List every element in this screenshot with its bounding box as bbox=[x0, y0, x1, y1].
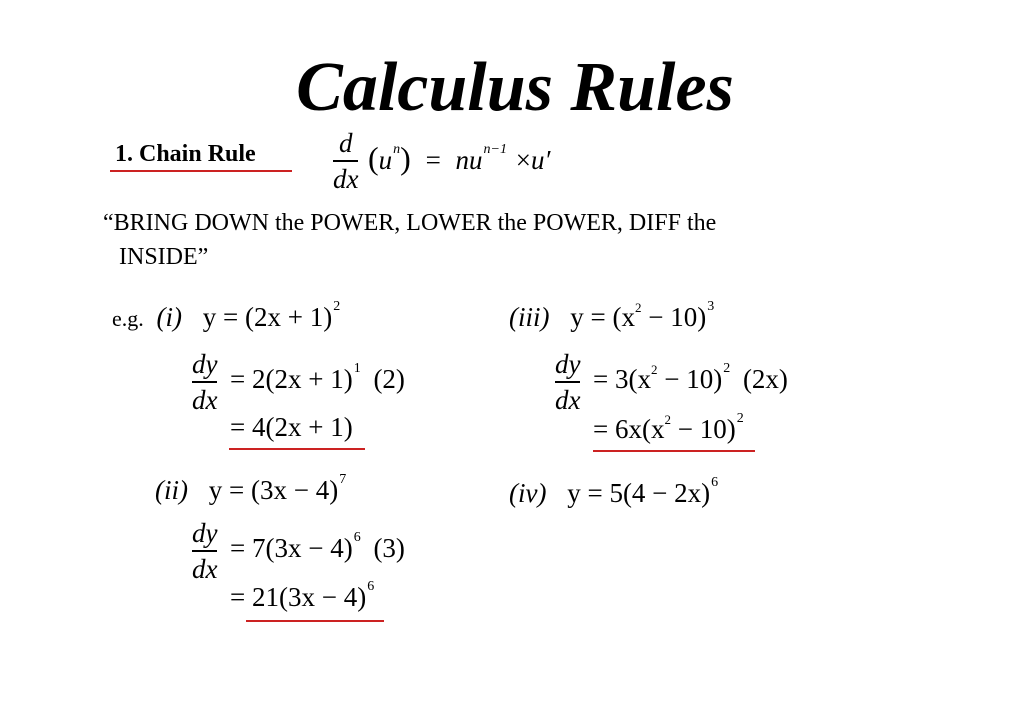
dx: dx bbox=[192, 553, 218, 584]
example-i-derivative bbox=[192, 349, 217, 415]
step-exponent: 1 bbox=[353, 361, 361, 376]
step-text-a: = 3(x bbox=[593, 364, 651, 394]
step-tail: (3) bbox=[373, 533, 405, 563]
example-iv-exponent: 6 bbox=[711, 475, 719, 490]
example-iii-derivative bbox=[555, 349, 580, 415]
step-text-a: = 6x(x bbox=[593, 414, 665, 444]
example-ii-step-2 bbox=[230, 579, 375, 613]
example-iv-equation bbox=[509, 475, 719, 509]
step-text: = 21(3x − 4) bbox=[230, 582, 367, 612]
example-iv-function: y = 5(4 − 2x) bbox=[567, 478, 711, 508]
example-iii-function-b: − 10) bbox=[641, 302, 707, 332]
example-iii-step-1 bbox=[593, 361, 788, 395]
mnemonic-line-2: INSIDE” bbox=[119, 244, 209, 270]
example-ii-derivative bbox=[192, 518, 217, 584]
example-i-step-1 bbox=[230, 361, 405, 395]
example-ii-step-1 bbox=[230, 530, 405, 564]
operator-numerator: d bbox=[338, 128, 353, 158]
fraction-bar bbox=[555, 381, 580, 383]
example-iv-label: (iv) bbox=[509, 478, 547, 508]
page-title: Calculus Rules bbox=[296, 49, 734, 126]
step-text: = 2(2x + 1) bbox=[230, 364, 353, 394]
formula-rhs-exponent: n−1 bbox=[483, 142, 507, 157]
example-i-label: (i) bbox=[156, 302, 182, 332]
mnemonic-line-1: “BRING DOWN the POWER, LOWER the POWER, DIFF the bbox=[103, 210, 717, 236]
example-iii-label: (iii) bbox=[509, 302, 550, 332]
step-inner-exponent: 2 bbox=[650, 362, 658, 377]
example-prefix: e.g. bbox=[112, 306, 144, 331]
fraction-bar bbox=[333, 160, 358, 162]
step-tail: (2x) bbox=[742, 364, 788, 394]
step-text-b: − 10) bbox=[657, 364, 723, 394]
step-text: = 4(2x + 1) bbox=[230, 412, 353, 442]
step-exponent: 2 bbox=[736, 411, 744, 426]
example-i-exponent: 2 bbox=[333, 299, 341, 314]
formula-rhs: nu bbox=[455, 145, 483, 175]
dy: dy bbox=[555, 349, 581, 379]
fraction-bar bbox=[192, 550, 217, 552]
example-iii-function-a: y = (x bbox=[570, 302, 635, 332]
dx: dx bbox=[192, 384, 218, 415]
example-ii-label: (ii) bbox=[155, 475, 188, 505]
step-tail: (2) bbox=[373, 364, 405, 394]
example-iii-step-2 bbox=[593, 411, 744, 445]
example-i-function: y = (2x + 1) bbox=[202, 302, 333, 332]
example-iii-equation bbox=[509, 299, 715, 333]
step-inner-exponent: 2 bbox=[664, 412, 671, 427]
chain-rule-label: 1. Chain Rule bbox=[115, 141, 256, 167]
example-ii-exponent: 7 bbox=[339, 472, 347, 487]
chain-rule-underline bbox=[110, 170, 292, 172]
example-iii-exponent: 3 bbox=[707, 299, 715, 314]
equals-sign: = bbox=[425, 145, 441, 175]
example-i-answer-underline bbox=[229, 448, 365, 450]
operator-denominator: dx bbox=[333, 163, 359, 194]
formula-base: u bbox=[378, 145, 393, 175]
step-text-b: − 10) bbox=[670, 414, 736, 444]
formula-u-prime: u′ bbox=[530, 145, 551, 175]
step-exponent: 6 bbox=[353, 530, 361, 545]
example-i-equation bbox=[112, 299, 341, 333]
example-ii-equation bbox=[155, 472, 347, 506]
chain-rule-formula bbox=[368, 140, 550, 177]
example-ii-answer-underline bbox=[246, 620, 384, 622]
times-sign: × bbox=[515, 145, 531, 175]
example-iii-inner-exponent: 2 bbox=[634, 300, 642, 315]
example-i-step-2 bbox=[230, 412, 353, 443]
open-paren: ( bbox=[368, 140, 379, 176]
step-text: = 7(3x − 4) bbox=[230, 533, 353, 563]
close-paren: ) bbox=[400, 140, 411, 176]
dx: dx bbox=[555, 384, 581, 415]
dy: dy bbox=[192, 349, 218, 379]
step-exponent: 2 bbox=[723, 361, 731, 376]
step-exponent: 6 bbox=[367, 579, 375, 594]
example-ii-function: y = (3x − 4) bbox=[208, 475, 339, 505]
formula-exponent: n bbox=[393, 142, 401, 157]
fraction-bar bbox=[192, 381, 217, 383]
chain-rule-derivative-operator bbox=[333, 128, 358, 194]
example-iii-answer-underline bbox=[593, 450, 755, 452]
dy: dy bbox=[192, 518, 218, 548]
